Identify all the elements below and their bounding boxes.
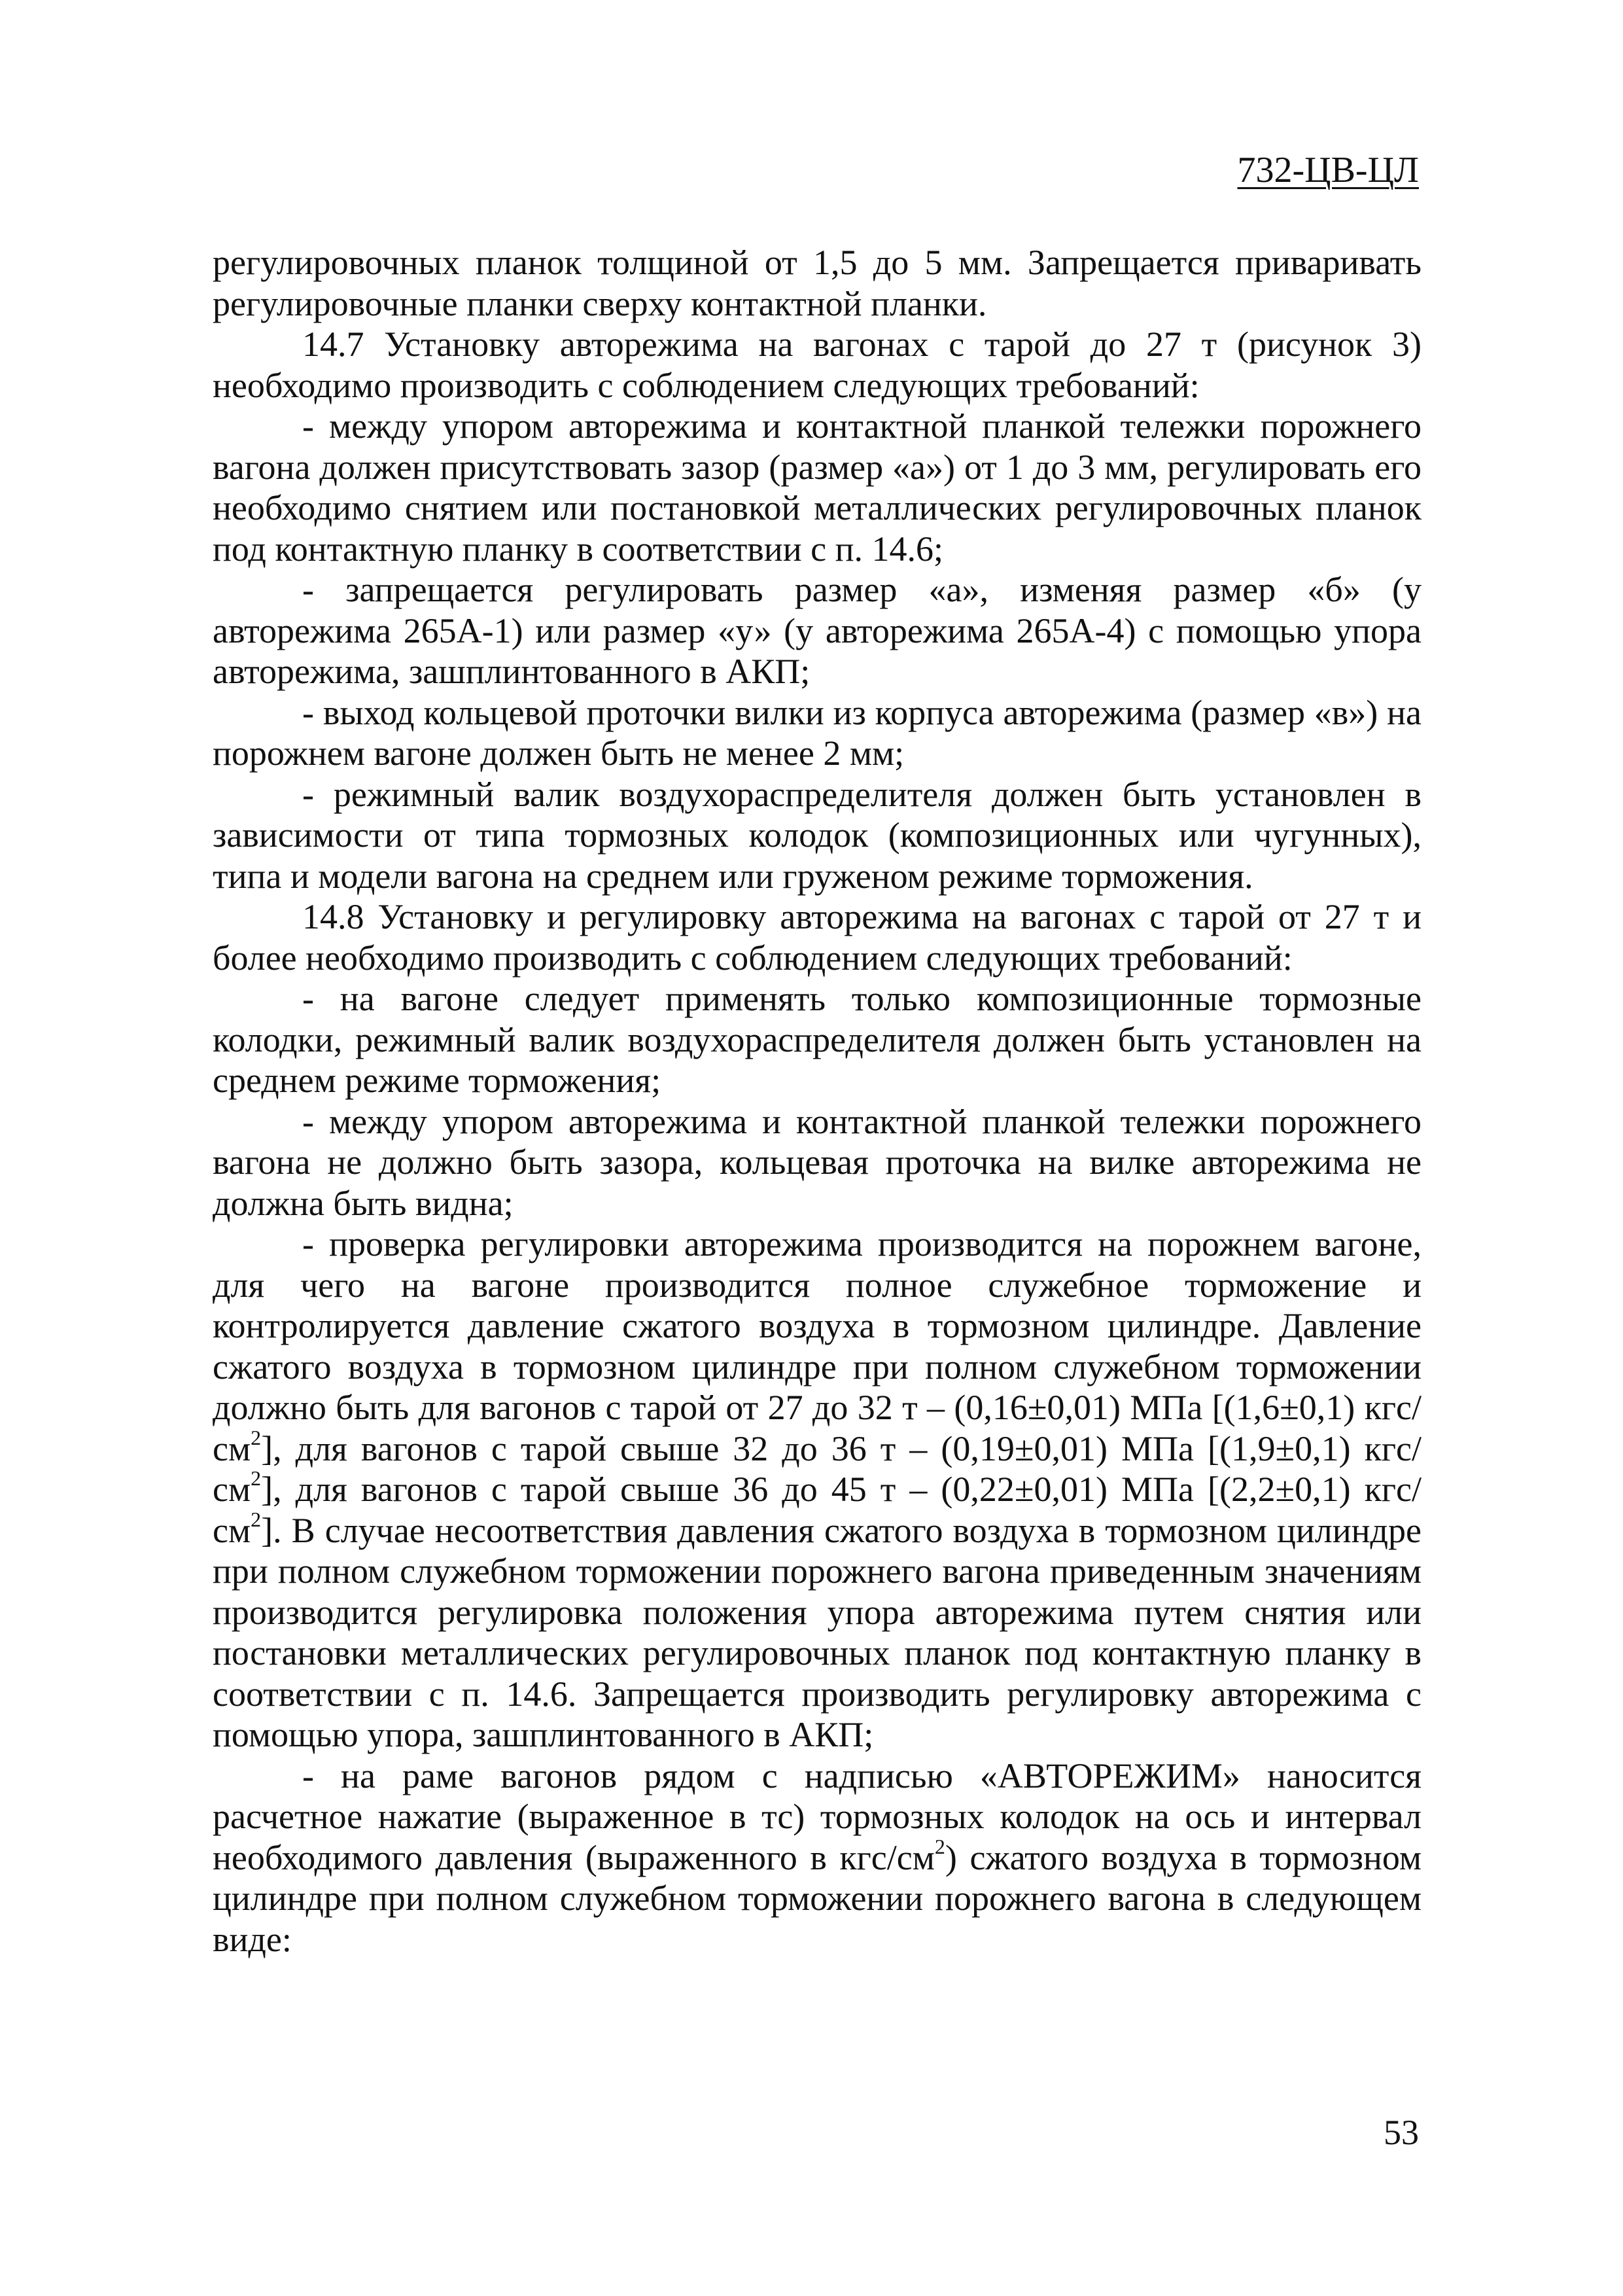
- list-item-gap-requirement: - между упором авторежима и контактной планкой тележки порожнего вагона должен присутствовать зазор (размер «а») от 1 до 3 мм, регулировать его необходимо снятием или постановкой металлических регулировочных планок под контактную планку в соответствии с п. 14.6;: [213, 406, 1422, 569]
- pressure-check-text-3: ], для вагонов с тарой свыше 36 до 45 т – (0,22±0,01) МПа [(2,2±0,1) кгс/см: [213, 1470, 1422, 1550]
- frame-marking-text-1: - на раме вагонов рядом с надписью «АВТОРЕЖИМ» наносится расчетное нажатие (выраженное в тс) тормозных колодок на ось и интервал необходимого давления (выраженного в кгс/см: [213, 1756, 1422, 1877]
- paragraph-14-8: 14.8 Установку и регулировку авторежима на вагонах с тарой от 27 т и более необходимо производить с соблюдением следующих требований:: [213, 897, 1422, 978]
- paragraph-planks-end: регулировочных планок толщиной от 1,5 до 5 мм. Запрещается приваривать регулировочные планки сверху контактной планки.: [213, 243, 1422, 323]
- pressure-check-text-4: ]. В случае несоответствия давления сжатого воздуха в тормозном цилиндре при полном служебном торможении порожнего вагона приведенным значениям производится регулировка положения упора авторежима путем снятия или постановки металлических регулировочных планок под контактную планку в соответствии с п. 14.6. Запрещается производить регулировку авторежима с помощью упора, зашплинтованного в АКП;: [213, 1510, 1422, 1754]
- body-text: [213, 242, 1422, 1960]
- list-item-no-gap: - между упором авторежима и контактной планкой тележки порожнего вагона не должно быть зазора, кольцевая проточка на вилке авторежима не должна быть видна;: [213, 1101, 1422, 1223]
- list-item-mode-shaft: - режимный валик воздухораспределителя должен быть установлен в зависимости от типа тормозных колодок (композиционных или чугунных), типа и модели вагона на среднем или груженом режиме торможения.: [213, 774, 1422, 896]
- superscript-2: 2: [251, 1425, 262, 1449]
- pressure-check-text-2: ], для вагонов с тарой свыше 32 до 36 т – (0,19±0,01) МПа [(1,9±0,1) кгс/см: [213, 1428, 1422, 1509]
- superscript-2: 2: [251, 1507, 262, 1531]
- pressure-check-text-1: - проверка регулировки авторежима производится на порожнем вагоне, для чего на вагоне производится полное служебное торможение и контролируется давление сжатого воздуха в тормозном цилиндре. Давление сжатого воздуха в тормозном цилиндре при полном служебном торможении должно быть для вагонов с тарой от 27 до 32 т – (0,16±0,01) МПа [(1,6±0,1) кгс/см: [213, 1224, 1422, 1468]
- paragraph-14-7: 14.7 Установку авторежима на вагонах с тарой до 27 т (рисунок 3) необходимо производить с соблюдением следующих требований:: [213, 325, 1422, 405]
- list-item-composite-shoes: - на вагоне следует применять только композиционные тормозные колодки, режимный валик воздухораспределителя должен быть установлен на среднем режиме торможения;: [213, 979, 1422, 1100]
- frame-marking-text-2: ) сжатого воздуха в тормозном цилиндре при полном служебном торможении порожнего вагона в следующем виде:: [213, 1837, 1422, 1959]
- list-item-frame-marking: [213, 1756, 1422, 1960]
- superscript-2: 2: [934, 1834, 945, 1858]
- superscript-2: 2: [251, 1466, 262, 1490]
- page-number: 53: [1384, 2113, 1419, 2152]
- list-item-pressure-check: [213, 1224, 1422, 1756]
- list-item-adjust-prohibition: - запрещается регулировать размер «а», изменяя размер «б» (у авторежима 265А-1) или размер «у» (у авторежима 265А-4) с помощью упора авторежима, зашплинтованного в АКП;: [213, 570, 1422, 691]
- document-code: 732-ЦВ-ЦЛ: [1237, 150, 1419, 190]
- list-item-groove-exit: - выход кольцевой проточки вилки из корпуса авторежима (размер «в») на порожнем вагоне должен быть не менее 2 мм;: [213, 692, 1422, 773]
